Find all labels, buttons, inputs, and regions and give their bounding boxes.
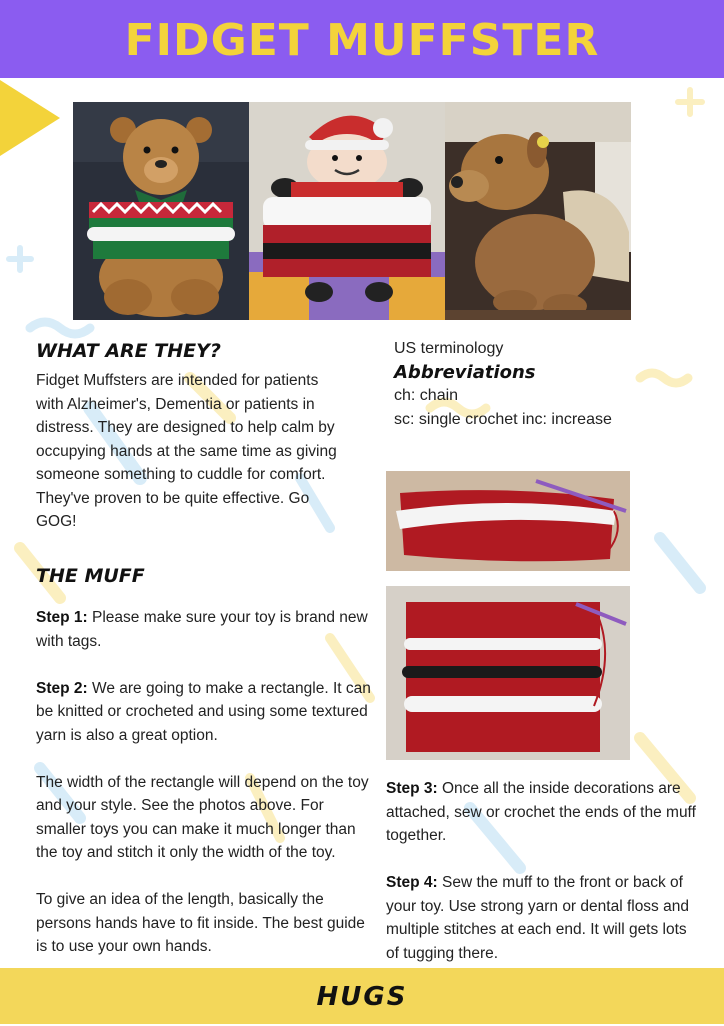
decor-plus <box>9 248 31 270</box>
photo-plush-dog <box>445 102 631 320</box>
photo-teddy-bear <box>73 102 249 320</box>
what-heading: WHAT ARE THEY? <box>36 340 221 362</box>
abbreviations-block <box>394 337 694 431</box>
width-paragraph: The width of the rectangle will depend on the toy and your style. See the photos above. For smaller toys you can make it much longer than the toy and stitch it only the width of the toy. <box>36 773 369 861</box>
photo-santa <box>249 102 445 320</box>
decor-plus <box>678 90 702 114</box>
yellow-triangle-decoration <box>0 80 60 156</box>
length-paragraph: To give an idea of the length, basically the persons hands have to fit inside. The best guide is to use your own hands. <box>36 891 365 955</box>
abbr-line-sc-inc: sc: single crochet inc: increase <box>394 410 612 428</box>
page-title: FIDGET MUFFSTER <box>124 15 600 66</box>
photo-crochet-rectangle <box>386 586 630 760</box>
abbreviations-title: Abbreviations <box>394 361 536 383</box>
step-3 <box>386 777 700 848</box>
step-4 <box>386 871 700 965</box>
muff-instructions-right <box>386 777 700 989</box>
what-body: Fidget Muffsters are intended for patients with Alzheimer's, Dementia or patients in distress. They are designed to help calm by occupying hands at the same time as giving someone something to cuddle for comfort. They've proven to be quite effective. Go GOG! <box>36 372 337 530</box>
decor-squiggle <box>30 322 90 334</box>
step-2 <box>36 677 372 748</box>
abbr-line-chain: ch: chain <box>394 387 459 404</box>
muff-instructions-left <box>36 606 372 982</box>
step-4-text: Sew the muff to the front or back of your toy. Use strong yarn or dental floss and multiple stitches at each end. It will gets lots of tugging there. <box>386 874 689 962</box>
header-banner <box>0 0 724 78</box>
terminology-note: US terminology <box>394 340 504 357</box>
footer-text: HUGS <box>316 982 408 1012</box>
step-3-label: Step 3: <box>386 780 438 797</box>
step-1 <box>36 606 372 653</box>
step-3-text: Once all the inside decorations are attached, sew or crochet the ends of the muff together. <box>386 780 696 844</box>
step-1-text: Please make sure your toy is brand new with tags. <box>36 609 368 650</box>
decor-stroke <box>660 538 700 588</box>
footer-banner <box>0 968 724 1024</box>
step-2-text: We are going to make a rectangle. It can be knitted or crocheted and using some textured yarn is also a great option. <box>36 679 371 744</box>
step-1-label: Step 1: <box>36 609 88 626</box>
step-4-label: Step 4: <box>386 874 438 891</box>
photo-crochet-strip <box>386 471 630 571</box>
step-2-label: Step 2: <box>36 679 88 697</box>
muff-heading: THE MUFF <box>36 565 145 587</box>
